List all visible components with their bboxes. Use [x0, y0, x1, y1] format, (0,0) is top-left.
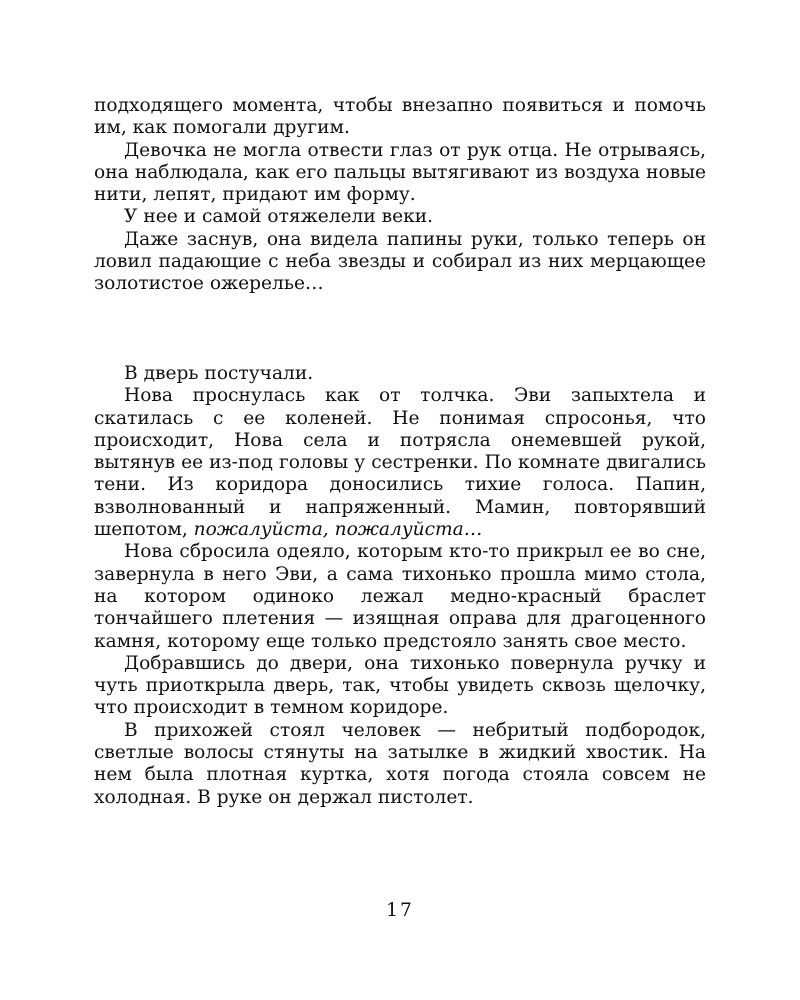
paragraph: Добравшись до двери, она тихонько повернула ручку и чуть приоткрыла дверь, так, чтобы увидеть сквозь щелочку, что происходит в темном коридоре.: [94, 652, 706, 719]
page-number: 17: [386, 900, 414, 921]
paragraph: В прихожей стоял человек — небритый подбородок, светлые волосы стянуты на затылке в жидкий хвостик. На нем была плотная куртка, хотя погода стояла совсем не холодная. В руке он держал пистолет.: [94, 719, 706, 808]
paragraph: Даже заснув, она видела папины руки, только теперь он ловил падающие с неба звезды и собирал из них мерцающее золотистое ожерелье…: [94, 228, 706, 295]
paragraph: Нова сбросила одеяло, которым кто-то прикрыл ее во сне, завернула в него Эви, а сама тихонько прошла мимо стола, на котором одиноко лежал медно-красный браслет тончайшего плетения — изящная оправа для драгоценного камня, которому еще только предстояло занять свое место.: [94, 541, 706, 652]
text-block-top: [94, 95, 706, 296]
paragraph: У нее и самой отяжелели веки.: [124, 206, 434, 228]
paragraph: В дверь постучали.: [124, 363, 314, 384]
paragraph: подходящего момента, чтобы внезапно появиться и помочь им, как помогали другим.: [94, 95, 706, 139]
paragraph-text: Нова проснулась как от толчка. Эви запыхтела и скатилась с ее коленей. Не понимая спросонья, что происходит, Нова села и потрясла онемевшей рукой, вытянув ее из-под головы у сестренки. По комнате двигались тени. Из коридора доносились тихие голоса. Папин, взволнованный и напряженный. Мамин, повторявший шепотом,: [94, 385, 706, 541]
paragraph: Девочка не могла отвести глаз от рук отца. Не отрываясь, она наблюдала, как его пальцы вытягивают из воздуха новые нити, лепят, придают им форму.: [94, 139, 706, 206]
paragraph-with-emphasis: [94, 385, 706, 541]
italic-emphasis: пожалуйста, пожалуйста…: [193, 519, 483, 541]
text-block-bottom: [94, 363, 706, 809]
